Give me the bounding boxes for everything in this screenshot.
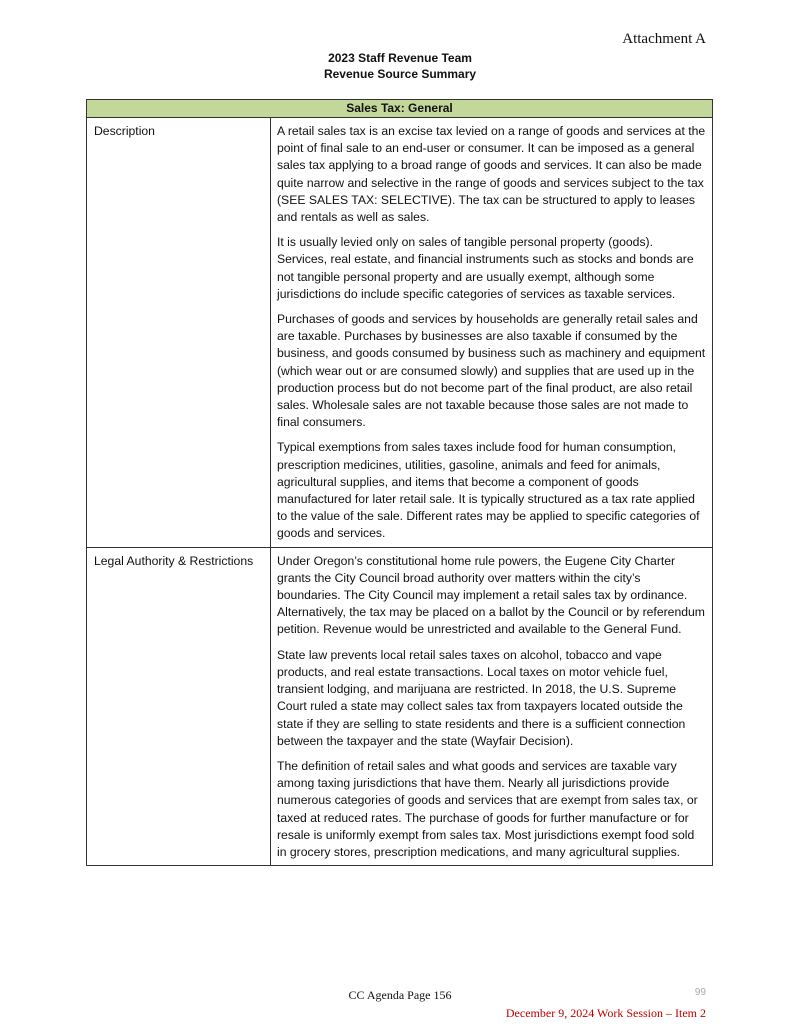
page-number: 99: [694, 987, 706, 998]
heading-title: 2023 Staff Revenue Team: [328, 51, 472, 65]
paragraph: Under Oregon’s constitutional home rule powers, the Eugene City Charter grants the City Council broad authority over matters within the city’s boundaries. The City Council may implement a retail sales tax by ordinance. Alternatively, the tax may be placed on a ballot by the Council or by referendum petition. Revenue would be unrestricted and available to the General Fund.: [277, 553, 705, 637]
table-row-legal-authority: [87, 547, 713, 865]
document-heading: [0, 50, 800, 82]
row-label: Description: [87, 118, 271, 548]
paragraph: It is usually levied only on sales of tangible personal property (goods). Services, real estate, and financial instruments such as stocks and bonds are not tangible personal property and are usually exempt, although some jurisdictions do include specific categories of services as taxable services.: [277, 235, 694, 301]
work-session-footer: December 9, 2024 Work Session – Item 2: [505, 1006, 706, 1020]
paragraph: State law prevents local retail sales taxes on alcohol, tobacco and vape products, and real estate transactions. Local taxes on motor vehicle fuel, transient lodging, and marijuana are restricted. In 2018, the U.S. Supreme Court ruled a state may collect sales tax from taxpayers located outside the state if they are selling to state residents and there is a sufficient connection between the taxpayer and the state (Wayfair Decision).: [277, 647, 686, 748]
paragraph: A retail sales tax is an excise tax levied on a range of goods and services at the point of final sale to an end-user or consumer. It can be imposed as a general sales tax applying to a broad range of goods and services. It can also be made quite narrow and selective in the range of goods and services subject to the tax (SEE SALES TAX: SELECTIVE). The tax can be structured to apply to leases and rentals as well as sales.: [277, 124, 706, 225]
table-row-description: [87, 118, 713, 548]
paragraph: Typical exemptions from sales taxes include food for human consumption, prescription medicines, utilities, gasoline, animals and feed for animals, agricultural supplies, and items that become a component of goods manufactured for later retail sale. It is typically structured as a tax rate applied to the value of the sale. Different rates may be applied to specific categories of goods and services.: [277, 440, 700, 541]
paragraph: The definition of retail sales and what goods and services are taxable vary among taxing jurisdictions that have them. Nearly all jurisdictions provide numerous categories of goods and services that are exempt from sales tax, or taxed at reduced rates. The purchase of goods for further manufacture or for resale is uniformly exempt from sales tax. Most jurisdictions exempt food sold in grocery stores, prescription medications, and many agricultural supplies.: [277, 758, 698, 859]
attachment-label: Attachment A: [622, 31, 706, 47]
heading-subtitle: Revenue Source Summary: [323, 67, 477, 81]
agenda-page-footer: CC Agenda Page 156: [348, 988, 452, 1002]
section-title: Sales Tax: General: [87, 100, 713, 118]
revenue-summary-table: [86, 99, 713, 866]
row-label: Legal Authority & Restrictions: [87, 547, 271, 865]
section-header-row: [87, 100, 713, 118]
row-content: [271, 118, 713, 548]
paragraph: Purchases of goods and services by households are generally retail sales and are taxable. Purchases by businesses are also taxable if consumed by the business, and goods consumed by business such as machinery and equipment (which wear out or are consumed slowly) and supplies that are used up in the production process but do not become part of the final product, are also retail sales. Wholesale sales are not taxable because those sales are not made to final consumers.: [277, 312, 706, 430]
row-content: [271, 547, 713, 865]
